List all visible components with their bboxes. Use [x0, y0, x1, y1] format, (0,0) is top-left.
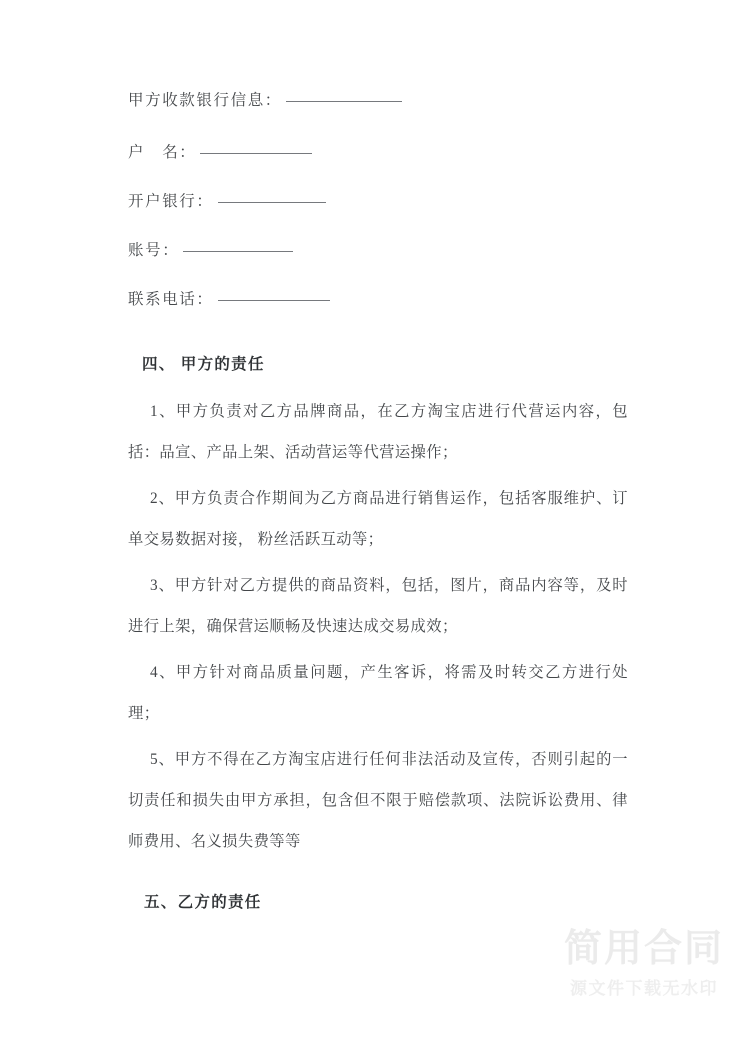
- clause-paragraph-1: 1、甲方负责对乙方品牌商品，在乙方淘宝店进行代营运内容，包括：品宣、产品上架、活动营运等代营运操作；: [128, 403, 628, 461]
- clause-paragraph-3: 3、甲方针对乙方提供的商品资料，包括，图片，商品内容等，及时进行上架，确保营运顺畅及快速达成交易成效；: [128, 577, 628, 635]
- field-blank-account-number[interactable]: [183, 251, 293, 252]
- field-label-account-number: 账号：: [128, 242, 180, 259]
- clause-paragraph-5: 5、甲方不得在乙方淘宝店进行任何非法活动及宣传，否则引起的一切责任和损失由甲方承担，包含但不限于赔偿款项、法院诉讼费用、律师费用、名义损失费等等: [128, 751, 628, 850]
- watermark: [564, 930, 724, 999]
- field-row-account-number: [128, 238, 628, 287]
- watermark-subtitle-text: 源文件下载无水印: [569, 979, 718, 998]
- field-blank-contact-phone[interactable]: [218, 300, 330, 301]
- field-row-account-name: [128, 140, 628, 189]
- field-label-account-name: 户 名：: [128, 144, 197, 161]
- field-blank-account-name[interactable]: [200, 153, 312, 154]
- field-label-payee-bank-info: 甲方收款银行信息：: [128, 92, 282, 109]
- field-label-contact-phone: 联系电话：: [128, 291, 214, 308]
- document-content: [128, 88, 628, 929]
- field-blank-bank-branch[interactable]: [218, 202, 326, 203]
- clause-paragraph-4: 4、甲方针对商品质量问题，产生客诉，将需及时转交乙方进行处理；: [128, 664, 628, 722]
- section-heading-party-a-responsibilities: 四、 甲方的责任: [142, 356, 265, 373]
- field-label-bank-branch: 开户银行：: [128, 193, 214, 210]
- field-row-contact-phone: [128, 287, 628, 336]
- field-blank-payee-bank-info[interactable]: [286, 101, 402, 102]
- field-row-bank-branch: [128, 189, 628, 238]
- bank-info-field-group: [128, 88, 628, 336]
- field-row-payee-bank-info: [128, 88, 628, 140]
- watermark-brand-text: 简用合同: [563, 928, 724, 971]
- section-heading-party-b-responsibilities: 五、乙方的责任: [144, 894, 262, 911]
- clause-paragraph-2: 2、甲方负责合作期间为乙方商品进行销售运作，包括客服维护、订单交易数据对接， 粉丝活跃互动等；: [128, 490, 628, 548]
